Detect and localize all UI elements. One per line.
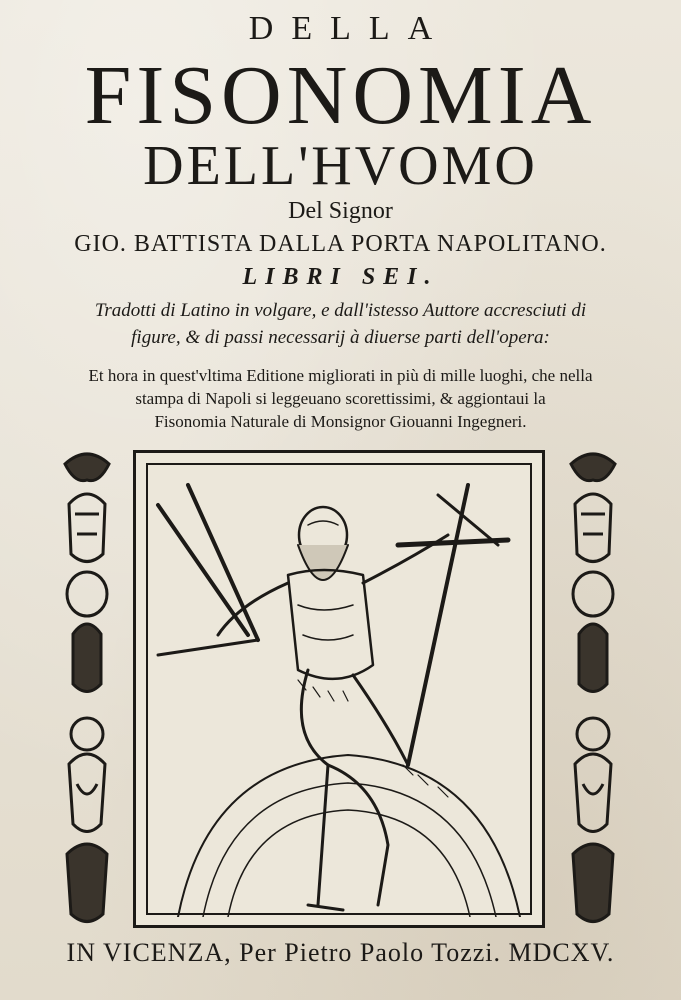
title-line-della: DELLA	[248, 10, 451, 47]
right-ornament-border	[561, 444, 625, 934]
woodcut-illustration	[55, 444, 625, 934]
title-line-fisonomia: FISONOMIA	[84, 49, 597, 142]
woodcut-frame	[133, 450, 545, 928]
author-name: GIO. BATTISTA DALLA PORTA NAPOLITANO.	[74, 231, 607, 257]
author-prefix: Del Signor	[288, 198, 393, 224]
woodcut-inner-frame	[146, 463, 532, 915]
description-line-2: figure, & di passi necessarij à diuerse parti dell'opera:	[131, 327, 550, 348]
imprint-line: IN VICENZA, Per Pietro Paolo Tozzi. MDCXV.	[66, 938, 615, 967]
left-ornament-border	[55, 444, 119, 934]
woodcut-figure-image	[148, 465, 534, 917]
edition-note-line-3: Fisonomia Naturale di Monsignor Giouanni Ingegneri.	[154, 412, 527, 431]
edition-note-line-1: Et hora in quest'vltima Editione migliorati in più di mille luoghi, che nella	[88, 366, 593, 385]
description-line-1: Tradotti di Latino in volgare, e dall'istesso Auttore accresciuti di	[94, 300, 587, 321]
books-count: LIBRI SEI.	[242, 264, 439, 290]
edition-note-line-2: stampa di Napoli si leggeuano scorettissimi, & aggiontaui la	[135, 389, 546, 408]
title-line-dellhuomo: DELL'HVOMO	[143, 135, 538, 197]
